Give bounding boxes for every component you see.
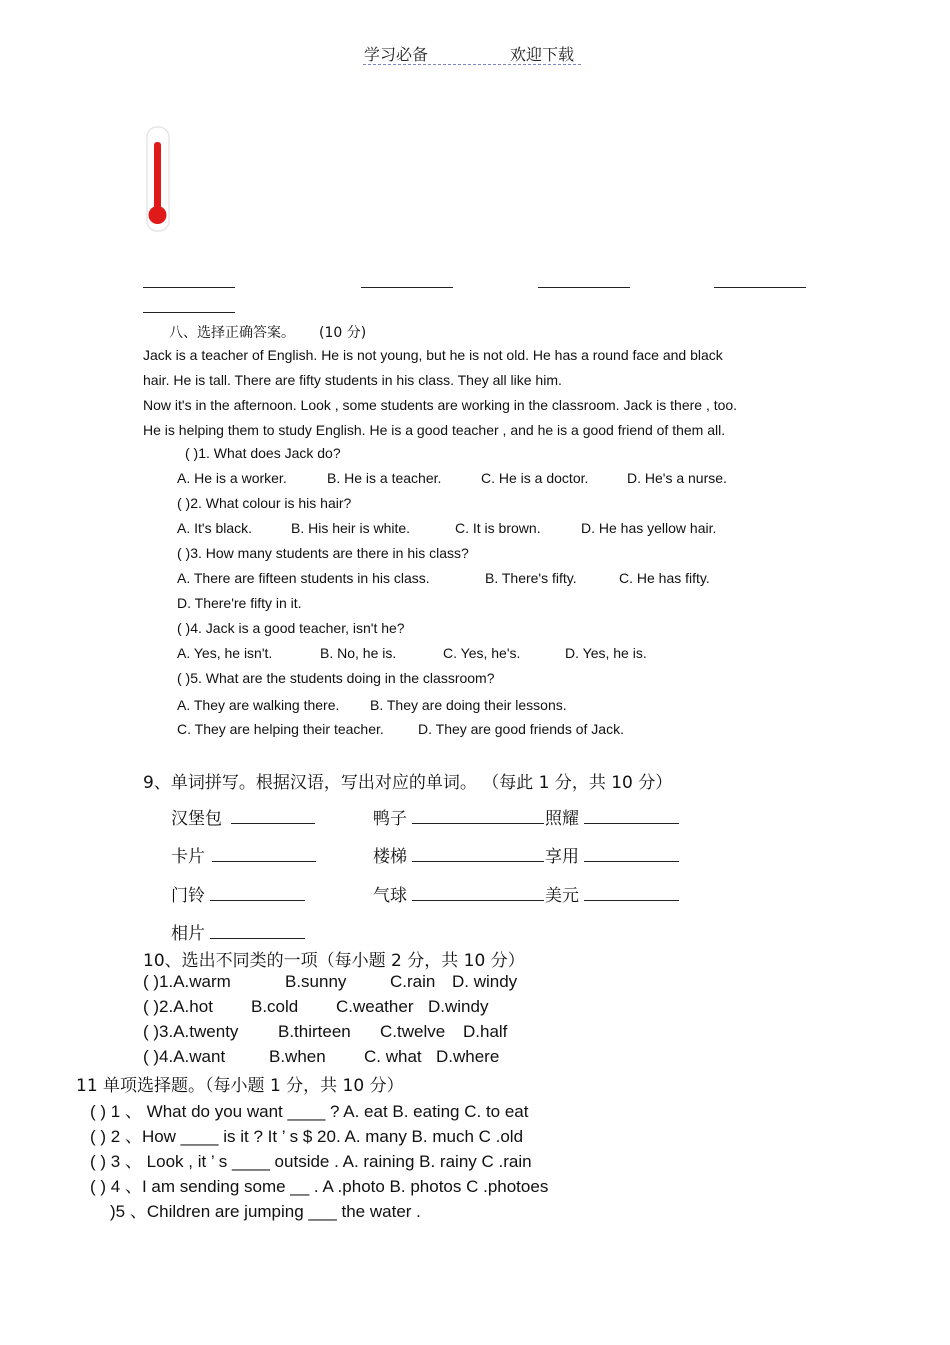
option: A. Yes, he isn't. <box>177 645 273 661</box>
answer-blank <box>584 861 679 862</box>
choice-option: C.weather <box>336 997 414 1016</box>
option: B. They are doing their lessons. <box>370 697 567 713</box>
option: A. He is a worker. <box>177 470 287 486</box>
option: A. They are walking there. <box>177 697 340 713</box>
option: B. There's fifty. <box>485 570 577 586</box>
passage-line: hair. He is tall. There are fifty students in his class. They all like him. <box>143 372 562 388</box>
choice-number: ( )4.A.want <box>143 1047 226 1066</box>
option: D. Yes, he is. <box>565 645 647 661</box>
option: A. There are fifteen students in his class. <box>177 570 430 586</box>
choice-number: ( )3.A.twenty <box>143 1022 239 1041</box>
passage-line: Now it's in the afternoon. Look , some students are working in the classroom. Jack is there , too. <box>143 397 738 413</box>
question: ( )4. Jack is a good teacher, isn't he? <box>177 620 405 636</box>
option: C. They are helping their teacher. <box>177 721 384 737</box>
choice-option: C.rain <box>390 972 436 991</box>
choice-option: D.windy <box>428 997 489 1016</box>
section11-title: 11 单项选择题。（每小题 1 分，共 10 分） <box>76 1076 404 1096</box>
mc-question: )5 、Children are jumping ___ the water . <box>110 1202 421 1221</box>
question: ( )1. What does Jack do? <box>185 445 341 461</box>
word-prompt: 美元 <box>545 886 579 906</box>
answer-blank <box>538 287 630 288</box>
answer-blank <box>143 287 235 288</box>
section9-title: 9、单词拼写。根据汉语，写出对应的单词。 （每此 1 分，共 10 分） <box>143 773 673 793</box>
option: D. They are good friends of Jack. <box>418 721 624 737</box>
choice-option: C.twelve <box>380 1022 446 1041</box>
answer-blank <box>361 287 453 288</box>
option: B. His heir is white. <box>291 520 411 536</box>
mc-question: ( ) 4 、I am sending some __ . A .photo B. photos C .photoes <box>90 1177 549 1196</box>
section10-title: 10、选出不同类的一项（每小题 2 分，共 10 分） <box>143 951 525 971</box>
header-underline <box>363 64 581 65</box>
choice-option: D.where <box>436 1047 500 1066</box>
question: ( )2. What colour is his hair? <box>177 495 352 511</box>
word-prompt: 楼梯 <box>373 847 407 867</box>
answer-blank <box>412 823 544 824</box>
option: C. He is a doctor. <box>481 470 589 486</box>
mc-question: ( ) 3 、 Look , it ’ s ____ outside . A. raining B. rainy C .rain <box>90 1152 532 1171</box>
answer-blank <box>210 938 305 939</box>
option: B. He is a teacher. <box>327 470 442 486</box>
word-prompt: 气球 <box>373 886 407 906</box>
choice-option: B.cold <box>251 997 299 1016</box>
word-prompt: 鸭子 <box>373 809 407 829</box>
word-prompt: 卡片 <box>171 847 205 867</box>
option: D. He has yellow hair. <box>581 520 717 536</box>
choice-option: C. what <box>364 1047 422 1066</box>
word-prompt: 享用 <box>545 847 579 867</box>
passage-line: Jack is a teacher of English. He is not young, but he is not old. He has a round face and black <box>143 347 723 363</box>
option: D. He's a nurse. <box>627 470 727 486</box>
header-left: 学习必备 <box>364 45 429 64</box>
question: ( )3. How many students are there in his class? <box>177 545 469 561</box>
option: C. Yes, he's. <box>443 645 521 661</box>
answer-blank <box>584 900 679 901</box>
word-prompt: 门铃 <box>171 886 205 906</box>
answer-blank <box>584 823 679 824</box>
choice-option: B.sunny <box>285 972 347 991</box>
choice-number: ( )1.A.warm <box>143 972 231 991</box>
choice-option: B.when <box>269 1047 326 1066</box>
mc-question: ( ) 2 、How ____ is it ? It ’ s $ 20. A. many B. much C .old <box>90 1127 524 1146</box>
answer-blank <box>231 823 315 824</box>
answer-blank <box>212 861 316 862</box>
answer-blank <box>714 287 806 288</box>
option: C. He has fifty. <box>619 570 710 586</box>
choice-number: ( )2.A.hot <box>143 997 213 1016</box>
choice-option: D.half <box>463 1022 508 1041</box>
header-right: 欢迎下载 <box>510 45 575 64</box>
section8-score: (10 分) <box>319 325 367 341</box>
answer-blank <box>143 312 235 313</box>
section8-title: 八、选择正确答案。 <box>169 325 295 341</box>
option: B. No, he is. <box>320 645 397 661</box>
word-prompt: 照耀 <box>545 809 579 829</box>
thermometer-icon <box>143 126 173 232</box>
answer-blank <box>412 861 544 862</box>
mc-question: ( ) 1 、 What do you want ____ ? A. eat B. eating C. to eat <box>90 1102 529 1121</box>
question: ( )5. What are the students doing in the classroom? <box>177 670 495 686</box>
option: C. It is brown. <box>455 520 541 536</box>
word-prompt: 相片 <box>171 924 205 944</box>
answer-blank <box>412 900 544 901</box>
answer-blank <box>210 900 305 901</box>
choice-option: D. windy <box>452 972 518 991</box>
option: D. There're fifty in it. <box>177 595 302 611</box>
option: A. It's black. <box>177 520 253 536</box>
passage-line: He is helping them to study English. He is a good teacher , and he is a good friend of them all. <box>143 422 726 438</box>
choice-option: B.thirteen <box>278 1022 351 1041</box>
word-prompt: 汉堡包 <box>171 809 222 829</box>
